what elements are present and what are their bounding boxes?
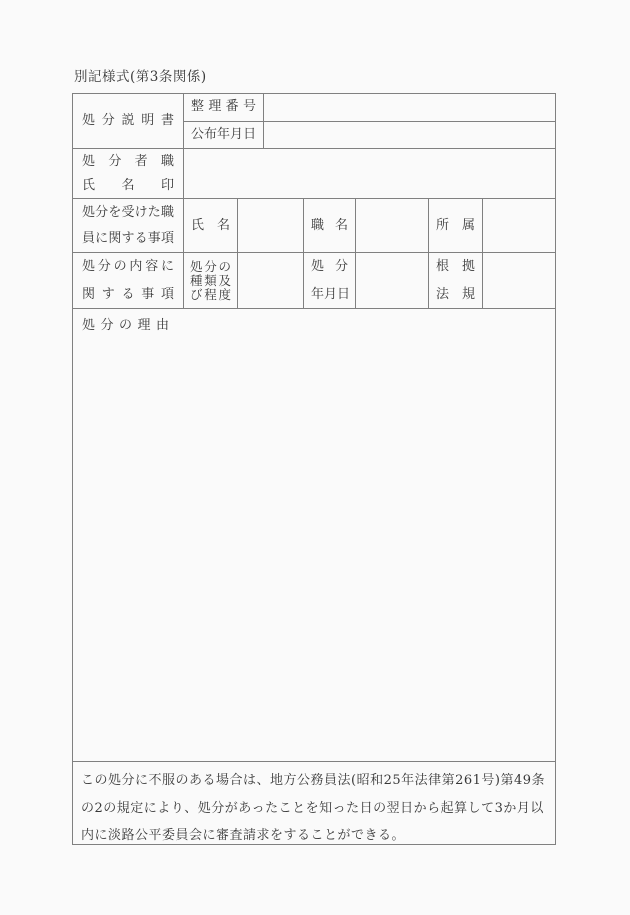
promulgation-date-value[interactable]: [264, 122, 555, 149]
reason-area[interactable]: [73, 309, 555, 761]
disposer-label-cell: [73, 149, 184, 198]
disposition-type-value[interactable]: [238, 253, 304, 308]
header-rows: [73, 94, 555, 149]
employee-affiliation-value[interactable]: [483, 199, 555, 252]
employee-row: [73, 199, 555, 253]
disposer-label-line-2: 氏 名 印: [82, 177, 174, 193]
promulgation-date-label-cell: [184, 122, 264, 149]
appeal-note-line-3: 内に淡路公平委員会に審査請求をすることができる。: [81, 828, 406, 843]
appeal-note-row: [73, 762, 555, 844]
disposer-signature-value[interactable]: [184, 149, 555, 198]
reason-label: 処 分 の 理 由: [82, 318, 169, 333]
disposition-type-label-line-2: 種 類 及: [190, 272, 231, 288]
disposer-row: [73, 149, 555, 199]
reference-number-row: [184, 94, 555, 122]
disposition-form-table: [72, 93, 556, 845]
disposition-date-label-line-2: 年 月 日: [311, 286, 351, 302]
legal-basis-label-cell: [429, 253, 483, 308]
legal-basis-label-line-2: 法 規: [436, 286, 475, 302]
employee-title-value[interactable]: [356, 199, 429, 252]
legal-basis-label-line-1: 根 拠: [436, 258, 475, 274]
reference-number-value[interactable]: [264, 94, 555, 121]
doc-title-cell: [73, 94, 184, 148]
employee-name-label: 氏 名: [191, 217, 230, 233]
employee-name-value[interactable]: [238, 199, 304, 252]
employee-title-label-cell: [304, 199, 356, 252]
employee-affiliation-label-cell: [429, 199, 483, 252]
reference-number-label-cell: [184, 94, 264, 121]
content-section-label-line-2: 関 す る 事 項: [82, 286, 174, 302]
appeal-note-cell: [73, 762, 555, 844]
disposition-type-label-line-3: び 程 度: [190, 286, 231, 302]
reason-label-wrap: [75, 318, 176, 334]
header-right-column: [184, 94, 555, 148]
disposition-date-label-line-1: 処 分: [311, 258, 348, 274]
promulgation-date-row: [184, 122, 555, 149]
content-row: [73, 253, 555, 309]
employee-section-label-line-1: 処 分 を 受 け た 職: [82, 204, 174, 220]
reason-row: [73, 309, 555, 762]
employee-affiliation-label: 所 属: [436, 217, 475, 233]
employee-section-label-cell: [73, 199, 184, 252]
content-section-label-line-1: 処 分 の 内 容 に: [82, 258, 174, 274]
reference-number-label: 整 理 番 号: [191, 99, 256, 115]
appeal-note-line-2: の2の規定により、処分があったことを知った日の翌日から起算して3か月以: [81, 800, 544, 816]
doc-title-label: 処 分 説 明 書: [82, 113, 174, 128]
form-style-heading: 別記様式(第3条関係): [74, 69, 207, 85]
employee-name-label-cell: [184, 199, 238, 252]
disposition-date-label-cell: [304, 253, 356, 308]
promulgation-date-label: 公 布 年 月 日: [191, 126, 257, 142]
employee-title-label: 職 名: [311, 217, 348, 233]
disposition-type-label-cell: [184, 253, 238, 308]
employee-section-label-line-2: 員 に 関 す る 事 項: [82, 230, 174, 246]
legal-basis-value[interactable]: [483, 253, 555, 308]
appeal-note-line-1: この処分に不服のある場合は、地方公務員法(昭和25年法律第261号)第49条: [81, 773, 546, 788]
disposition-date-value[interactable]: [356, 253, 429, 308]
disposer-label-line-1: 処 分 者 職: [82, 153, 174, 169]
content-section-label-cell: [73, 253, 184, 308]
disposition-type-label-line-1: 処 分 の: [190, 258, 231, 274]
